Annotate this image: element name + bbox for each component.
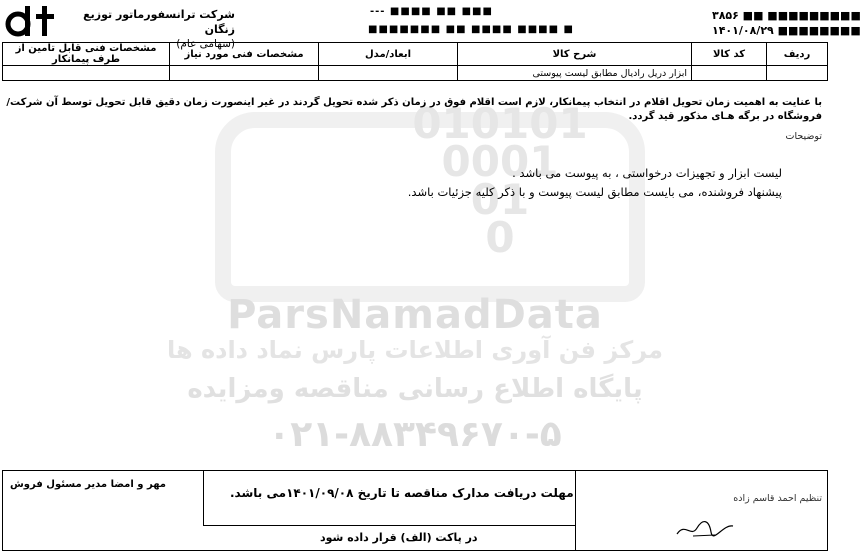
letter-number: ۳۸۵۶ ■■ ■■■■■■■■■ <box>712 9 861 22</box>
cell-needed-specs <box>170 66 319 81</box>
handwritten-signature <box>675 518 735 540</box>
packet-instruction: در پاکت (الف) قرار داده شود <box>320 531 478 544</box>
cell-dimensions <box>319 66 458 81</box>
watermark-phone: ۰۲۱-۸۸۳۴۹۶۷۰-۵ <box>268 414 562 455</box>
explanation-line-1: لیست ابزار و تجهیزات درخواستی ، به پیوست می باشد . <box>512 166 782 180</box>
table-header-row <box>3 43 828 66</box>
header-row-number: ردیف <box>767 43 828 66</box>
company-name: شرکت ترانسفورماتور توزیع زنگان <box>83 8 235 36</box>
seal-signature-label: مهر و امضا مدیر مسئول فروش <box>10 479 166 490</box>
reference-code-bottom: ■■■■■■■ ■■ ■■■■ ■■■■ ■ <box>368 24 574 35</box>
reference-code-top: --- ■■■■ ■■ ■■■ <box>370 6 493 17</box>
watermark-digits-1: 010101 <box>412 99 588 148</box>
cell-item-description: ابزار دریل رادیال مطابق لیست پیوستی <box>458 66 692 81</box>
explanations-label: توضیحات <box>785 131 822 142</box>
delivery-notice: با عنایت به اهمیت زمان تحویل اقلام در انتخاب پیمانکار، لازم است اقلام فوق در زمان ذکر شده تحویل گردند در غیر اینصورت زمان دقیق قابل تحویل توسط آن شرکت/فروشگاه در برگه هـای مذکور قید گردد. <box>6 97 822 122</box>
cell-item-code <box>692 66 767 81</box>
watermark-line-1: مرکز فن آوری اطلاعات پارس نماد داده ها <box>166 336 664 364</box>
header-dimensions: ابعاد/مدل <box>319 43 458 66</box>
prepared-by: تنظیم احمد قاسم زاده <box>733 493 822 504</box>
cell-contractor-specs <box>3 66 170 81</box>
watermark-brand: ParsNamadData <box>227 292 603 338</box>
explanation-line-2: پیشنهاد فروشنده، می بایست مطابق لیست پیوست و با ذکر کلیه جزئیات باشد. <box>407 185 782 199</box>
header-item-code: کد کالا <box>692 43 767 66</box>
tender-deadline: مهلت دریافت مدارک مناقصه تا تاریخ ۱۴۰۱/۰۹/۰۸می باشد. <box>230 486 574 500</box>
items-table <box>2 42 828 81</box>
watermark-digits-2: 0001 <box>441 137 559 186</box>
watermark-line-2: پایگاه اطلاع رسانی مناقصه ومزایده <box>187 374 643 404</box>
letter-date: ۱۴۰۱/۰۸/۲۹ ■■■■■■■■ <box>712 24 861 37</box>
cell-row-number <box>767 66 828 81</box>
header-needed-specs: مشخصات فنی مورد نیاز <box>170 43 319 66</box>
table-row <box>3 66 828 81</box>
header-item-description: شرح کالا <box>458 43 692 66</box>
header-contractor-specs: مشخصات فنی قابل تامین از طرف پیمانکار <box>3 43 170 66</box>
watermark-digits-3: 01 <box>470 175 530 224</box>
watermark-digits-4: 0 <box>485 213 515 262</box>
company-type: (سهامی عام) <box>176 38 235 50</box>
